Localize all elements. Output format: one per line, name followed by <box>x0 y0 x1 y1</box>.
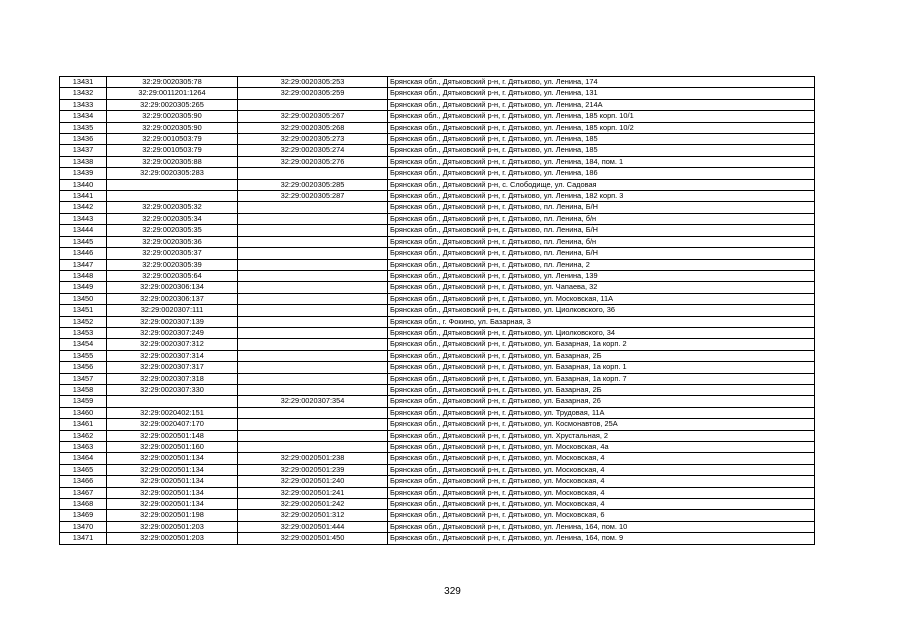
row-number-cell: 13455 <box>60 350 107 361</box>
row-number-cell: 13463 <box>60 442 107 453</box>
address-cell: Брянская обл., Дятьковский р-н, г. Дятьково, ул. Ленина, 185 корп. 10/1 <box>388 111 815 122</box>
address-cell: Брянская обл., Дятьковский р-н, г. Дятьково, ул. Базарная, 1а корп. 1 <box>388 362 815 373</box>
cadastral-number-cell: 32:29:0020501:134 <box>107 476 238 487</box>
object-cadastral-number-cell: 32:29:0020305:267 <box>238 111 388 122</box>
cadastral-number-cell: 32:29:0020305:88 <box>107 156 238 167</box>
row-number-cell: 13434 <box>60 111 107 122</box>
cadastral-number-cell: 32:29:0010503:79 <box>107 145 238 156</box>
cadastral-number-cell: 32:29:0020305:90 <box>107 111 238 122</box>
address-cell: Брянская обл., Дятьковский р-н, г. Дятьково, ул. Циолковского, 34 <box>388 327 815 338</box>
address-cell: Брянская обл., Дятьковский р-н, г. Дятьково, ул. Ленина, 131 <box>388 88 815 99</box>
address-cell: Брянская обл., Дятьковский р-н, г. Дятьково, ул. Московская, 4 <box>388 453 815 464</box>
address-cell: Брянская обл., Дятьковский р-н, г. Дятьково, ул. Ленина, 139 <box>388 270 815 281</box>
row-number-cell: 13451 <box>60 305 107 316</box>
cadastral-number-cell: 32:29:0020305:32 <box>107 202 238 213</box>
object-cadastral-number-cell <box>238 202 388 213</box>
object-cadastral-number-cell <box>238 168 388 179</box>
cadastral-number-cell: 32:29:0020305:78 <box>107 77 238 88</box>
object-cadastral-number-cell <box>238 430 388 441</box>
address-cell: Брянская обл., Дятьковский р-н, г. Дятьково, ул. Ленина, 214А <box>388 99 815 110</box>
table-row <box>60 521 815 532</box>
table-row <box>60 259 815 270</box>
row-number-cell: 13445 <box>60 236 107 247</box>
object-cadastral-number-cell <box>238 236 388 247</box>
registry-table <box>59 76 815 545</box>
table-row <box>60 533 815 544</box>
table-row <box>60 282 815 293</box>
cadastral-number-cell: 32:29:0020307:330 <box>107 384 238 395</box>
table-row <box>60 510 815 521</box>
address-cell: Брянская обл., Дятьковский р-н, г. Дятьково, ул. Ленина, 185 корп. 10/2 <box>388 122 815 133</box>
object-cadastral-number-cell <box>238 339 388 350</box>
object-cadastral-number-cell <box>238 350 388 361</box>
cadastral-number-cell: 32:29:0020307:139 <box>107 316 238 327</box>
object-cadastral-number-cell: 32:29:0020501:242 <box>238 499 388 510</box>
table-row <box>60 442 815 453</box>
address-cell: Брянская обл., Дятьковский р-н, г. Дятьково, ул. Чапаева, 32 <box>388 282 815 293</box>
row-number-cell: 13433 <box>60 99 107 110</box>
cadastral-number-cell: 32:29:0020501:134 <box>107 499 238 510</box>
address-cell: Брянская обл., Дятьковский р-н, г. Дятьково, ул. Московская, 11А <box>388 293 815 304</box>
object-cadastral-number-cell: 32:29:0020501:238 <box>238 453 388 464</box>
table-row <box>60 499 815 510</box>
address-cell: Брянская обл., Дятьковский р-н, г. Дятьково, ул. Ленина, 185 <box>388 145 815 156</box>
cadastral-number-cell <box>107 179 238 190</box>
object-cadastral-number-cell <box>238 442 388 453</box>
row-number-cell: 13453 <box>60 327 107 338</box>
row-number-cell: 13446 <box>60 248 107 259</box>
table-row <box>60 293 815 304</box>
table-row <box>60 122 815 133</box>
cadastral-number-cell: 32:29:0020501:148 <box>107 430 238 441</box>
table-row <box>60 248 815 259</box>
row-number-cell: 13469 <box>60 510 107 521</box>
table-row <box>60 396 815 407</box>
table-row <box>60 407 815 418</box>
table-row <box>60 453 815 464</box>
row-number-cell: 13436 <box>60 134 107 145</box>
cadastral-number-cell <box>107 396 238 407</box>
row-number-cell: 13449 <box>60 282 107 293</box>
cadastral-number-cell: 32:29:0020501:160 <box>107 442 238 453</box>
object-cadastral-number-cell: 32:29:0020305:253 <box>238 77 388 88</box>
object-cadastral-number-cell: 32:29:0020501:444 <box>238 521 388 532</box>
row-number-cell: 13437 <box>60 145 107 156</box>
row-number-cell: 13459 <box>60 396 107 407</box>
object-cadastral-number-cell: 32:29:0020305:273 <box>238 134 388 145</box>
address-cell: Брянская обл., Дятьковский р-н, г. Дятьково, ул. Московская, 4а <box>388 442 815 453</box>
cadastral-number-cell: 32:29:0020305:64 <box>107 270 238 281</box>
cadastral-number-cell: 32:29:0020402:151 <box>107 407 238 418</box>
object-cadastral-number-cell <box>238 282 388 293</box>
row-number-cell: 13461 <box>60 419 107 430</box>
address-cell: Брянская обл., Дятьковский р-н, г. Дятьково, ул. Ленина, 184, пом. 1 <box>388 156 815 167</box>
table-row <box>60 464 815 475</box>
table-row <box>60 384 815 395</box>
cadastral-number-cell: 32:29:0020501:198 <box>107 510 238 521</box>
address-cell: Брянская обл., Дятьковский р-н, г. Дятьково, ул. Ленина, 186 <box>388 168 815 179</box>
address-cell: Брянская обл., Дятьковский р-н, г. Дятьково, пл. Ленина, Б/Н <box>388 225 815 236</box>
row-number-cell: 13432 <box>60 88 107 99</box>
table-row <box>60 168 815 179</box>
address-cell: Брянская обл., Дятьковский р-н, г. Дятьково, пл. Ленина, б/н <box>388 213 815 224</box>
table-row <box>60 327 815 338</box>
address-cell: Брянская обл., Дятьковский р-н, г. Дятьково, ул. Базарная, 1а корп. 2 <box>388 339 815 350</box>
cadastral-number-cell: 32:29:0020501:203 <box>107 521 238 532</box>
table-row <box>60 88 815 99</box>
row-number-cell: 13448 <box>60 270 107 281</box>
row-number-cell: 13467 <box>60 487 107 498</box>
row-number-cell: 13431 <box>60 77 107 88</box>
object-cadastral-number-cell: 32:29:0020307:354 <box>238 396 388 407</box>
object-cadastral-number-cell <box>238 373 388 384</box>
object-cadastral-number-cell: 32:29:0020305:285 <box>238 179 388 190</box>
row-number-cell: 13458 <box>60 384 107 395</box>
cadastral-number-cell: 32:29:0020307:312 <box>107 339 238 350</box>
address-cell: Брянская обл., Дятьковский р-н, г. Дятьково, ул. Базарная, 2Б <box>388 384 815 395</box>
table-row <box>60 156 815 167</box>
cadastral-number-cell: 32:29:0020306:134 <box>107 282 238 293</box>
row-number-cell: 13450 <box>60 293 107 304</box>
row-number-cell: 13466 <box>60 476 107 487</box>
row-number-cell: 13439 <box>60 168 107 179</box>
address-cell: Брянская обл., Дятьковский р-н, г. Дятьково, ул. Трудовая, 11А <box>388 407 815 418</box>
object-cadastral-number-cell <box>238 293 388 304</box>
table-row <box>60 145 815 156</box>
cadastral-number-cell: 32:29:0010503:79 <box>107 134 238 145</box>
object-cadastral-number-cell <box>238 407 388 418</box>
address-cell: Брянская обл., Дятьковский р-н, г. Дятьково, ул. Ленина, 182 корп. 3 <box>388 191 815 202</box>
cadastral-number-cell: 32:29:0020305:283 <box>107 168 238 179</box>
row-number-cell: 13441 <box>60 191 107 202</box>
object-cadastral-number-cell: 32:29:0020305:276 <box>238 156 388 167</box>
row-number-cell: 13464 <box>60 453 107 464</box>
address-cell: Брянская обл., Дятьковский р-н, г. Дятьково, ул. Московская, 4 <box>388 464 815 475</box>
address-cell: Брянская обл., Дятьковский р-н, г. Дятьково, ул. Хрустальная, 2 <box>388 430 815 441</box>
cadastral-number-cell: 32:29:0020501:134 <box>107 453 238 464</box>
table-row <box>60 179 815 190</box>
object-cadastral-number-cell <box>238 305 388 316</box>
address-cell: Брянская обл., Дятьковский р-н, г. Дятьково, ул. Базарная, 26 <box>388 396 815 407</box>
cadastral-number-cell: 32:29:0011201:1264 <box>107 88 238 99</box>
cadastral-number-cell: 32:29:0020307:318 <box>107 373 238 384</box>
row-number-cell: 13443 <box>60 213 107 224</box>
cadastral-number-cell: 32:29:0020305:39 <box>107 259 238 270</box>
object-cadastral-number-cell: 32:29:0020501:241 <box>238 487 388 498</box>
cadastral-number-cell: 32:29:0020501:134 <box>107 487 238 498</box>
address-cell: Брянская обл., Дятьковский р-н, г. Дятьково, ул. Базарная, 1а корп. 7 <box>388 373 815 384</box>
cadastral-number-cell <box>107 191 238 202</box>
object-cadastral-number-cell: 32:29:0020305:274 <box>238 145 388 156</box>
table-row <box>60 476 815 487</box>
object-cadastral-number-cell <box>238 259 388 270</box>
row-number-cell: 13468 <box>60 499 107 510</box>
address-cell: Брянская обл., Дятьковский р-н, г. Дятьково, ул. Московская, 4 <box>388 499 815 510</box>
table-row <box>60 99 815 110</box>
address-cell: Брянская обл., Дятьковский р-н, г. Дятьково, ул. Ленина, 164, пом. 10 <box>388 521 815 532</box>
row-number-cell: 13462 <box>60 430 107 441</box>
table-row <box>60 270 815 281</box>
address-cell: Брянская обл., Дятьковский р-н, г. Дятьково, ул. Ленина, 174 <box>388 77 815 88</box>
address-cell: Брянская обл., Дятьковский р-н, г. Дятьково, пл. Ленина, б/н <box>388 236 815 247</box>
page-number: 329 <box>444 586 461 597</box>
table-row <box>60 191 815 202</box>
object-cadastral-number-cell <box>238 362 388 373</box>
row-number-cell: 13435 <box>60 122 107 133</box>
object-cadastral-number-cell: 32:29:0020501:239 <box>238 464 388 475</box>
object-cadastral-number-cell <box>238 99 388 110</box>
table-row <box>60 134 815 145</box>
object-cadastral-number-cell: 32:29:0020501:312 <box>238 510 388 521</box>
cadastral-number-cell: 32:29:0020305:37 <box>107 248 238 259</box>
object-cadastral-number-cell: 32:29:0020501:450 <box>238 533 388 544</box>
address-cell: Брянская обл., Дятьковский р-н, г. Дятьково, пл. Ленина, Б/Н <box>388 202 815 213</box>
address-cell: Брянская обл., г. Фокино, ул. Базарная, 3 <box>388 316 815 327</box>
row-number-cell: 13447 <box>60 259 107 270</box>
address-cell: Брянская обл., Дятьковский р-н, г. Дятьково, ул. Московская, 6 <box>388 510 815 521</box>
row-number-cell: 13454 <box>60 339 107 350</box>
address-cell: Брянская обл., Дятьковский р-н, г. Дятьково, ул. Московская, 4 <box>388 476 815 487</box>
table-row <box>60 362 815 373</box>
cadastral-number-cell: 32:29:0020305:34 <box>107 213 238 224</box>
object-cadastral-number-cell <box>238 225 388 236</box>
table-row <box>60 225 815 236</box>
table-row <box>60 305 815 316</box>
object-cadastral-number-cell: 32:29:0020305:287 <box>238 191 388 202</box>
table-row <box>60 316 815 327</box>
object-cadastral-number-cell <box>238 316 388 327</box>
row-number-cell: 13471 <box>60 533 107 544</box>
cadastral-number-cell: 32:29:0020307:249 <box>107 327 238 338</box>
address-cell: Брянская обл., Дятьковский р-н, г. Дятьково, пл. Ленина, Б/Н <box>388 248 815 259</box>
table-row <box>60 339 815 350</box>
address-cell: Брянская обл., Дятьковский р-н, г. Дятьково, ул. Московская, 4 <box>388 487 815 498</box>
cadastral-number-cell: 32:29:0020407:170 <box>107 419 238 430</box>
address-cell: Брянская обл., Дятьковский р-н, г. Дятьково, ул. Ленина, 164, пом. 9 <box>388 533 815 544</box>
row-number-cell: 13442 <box>60 202 107 213</box>
row-number-cell: 13457 <box>60 373 107 384</box>
cadastral-number-cell: 32:29:0020307:111 <box>107 305 238 316</box>
address-cell: Брянская обл., Дятьковский р-н, с. Слободище, ул. Садовая <box>388 179 815 190</box>
table-row <box>60 487 815 498</box>
row-number-cell: 13452 <box>60 316 107 327</box>
table-row <box>60 350 815 361</box>
address-cell: Брянская обл., Дятьковский р-н, г. Дятьково, ул. Базарная, 2Б <box>388 350 815 361</box>
row-number-cell: 13440 <box>60 179 107 190</box>
table-row <box>60 111 815 122</box>
table-row <box>60 77 815 88</box>
row-number-cell: 13460 <box>60 407 107 418</box>
cadastral-number-cell: 32:29:0020305:265 <box>107 99 238 110</box>
object-cadastral-number-cell <box>238 419 388 430</box>
cadastral-number-cell: 32:29:0020501:134 <box>107 464 238 475</box>
object-cadastral-number-cell <box>238 270 388 281</box>
cadastral-number-cell: 32:29:0020305:90 <box>107 122 238 133</box>
object-cadastral-number-cell <box>238 327 388 338</box>
cadastral-number-cell: 32:29:0020307:314 <box>107 350 238 361</box>
object-cadastral-number-cell: 32:29:0020501:240 <box>238 476 388 487</box>
table-row <box>60 236 815 247</box>
cadastral-number-cell: 32:29:0020306:137 <box>107 293 238 304</box>
address-cell: Брянская обл., Дятьковский р-н, г. Дятьково, ул. Циолковского, 36 <box>388 305 815 316</box>
object-cadastral-number-cell <box>238 248 388 259</box>
row-number-cell: 13444 <box>60 225 107 236</box>
row-number-cell: 13438 <box>60 156 107 167</box>
object-cadastral-number-cell <box>238 213 388 224</box>
row-number-cell: 13465 <box>60 464 107 475</box>
cadastral-number-cell: 32:29:0020307:317 <box>107 362 238 373</box>
object-cadastral-number-cell <box>238 384 388 395</box>
address-cell: Брянская обл., Дятьковский р-н, г. Дятьково, ул. Космонавтов, 25А <box>388 419 815 430</box>
row-number-cell: 13470 <box>60 521 107 532</box>
address-cell: Брянская обл., Дятьковский р-н, г. Дятьково, ул. Ленина, 185 <box>388 134 815 145</box>
address-cell: Брянская обл., Дятьковский р-н, г. Дятьково, пл. Ленина, 2 <box>388 259 815 270</box>
table-row <box>60 430 815 441</box>
object-cadastral-number-cell: 32:29:0020305:259 <box>238 88 388 99</box>
cadastral-number-cell: 32:29:0020501:203 <box>107 533 238 544</box>
cadastral-number-cell: 32:29:0020305:35 <box>107 225 238 236</box>
cadastral-number-cell: 32:29:0020305:36 <box>107 236 238 247</box>
table-row <box>60 213 815 224</box>
table-row <box>60 419 815 430</box>
table-row <box>60 202 815 213</box>
table-row <box>60 373 815 384</box>
row-number-cell: 13456 <box>60 362 107 373</box>
object-cadastral-number-cell: 32:29:0020305:268 <box>238 122 388 133</box>
registry-body <box>60 77 815 545</box>
